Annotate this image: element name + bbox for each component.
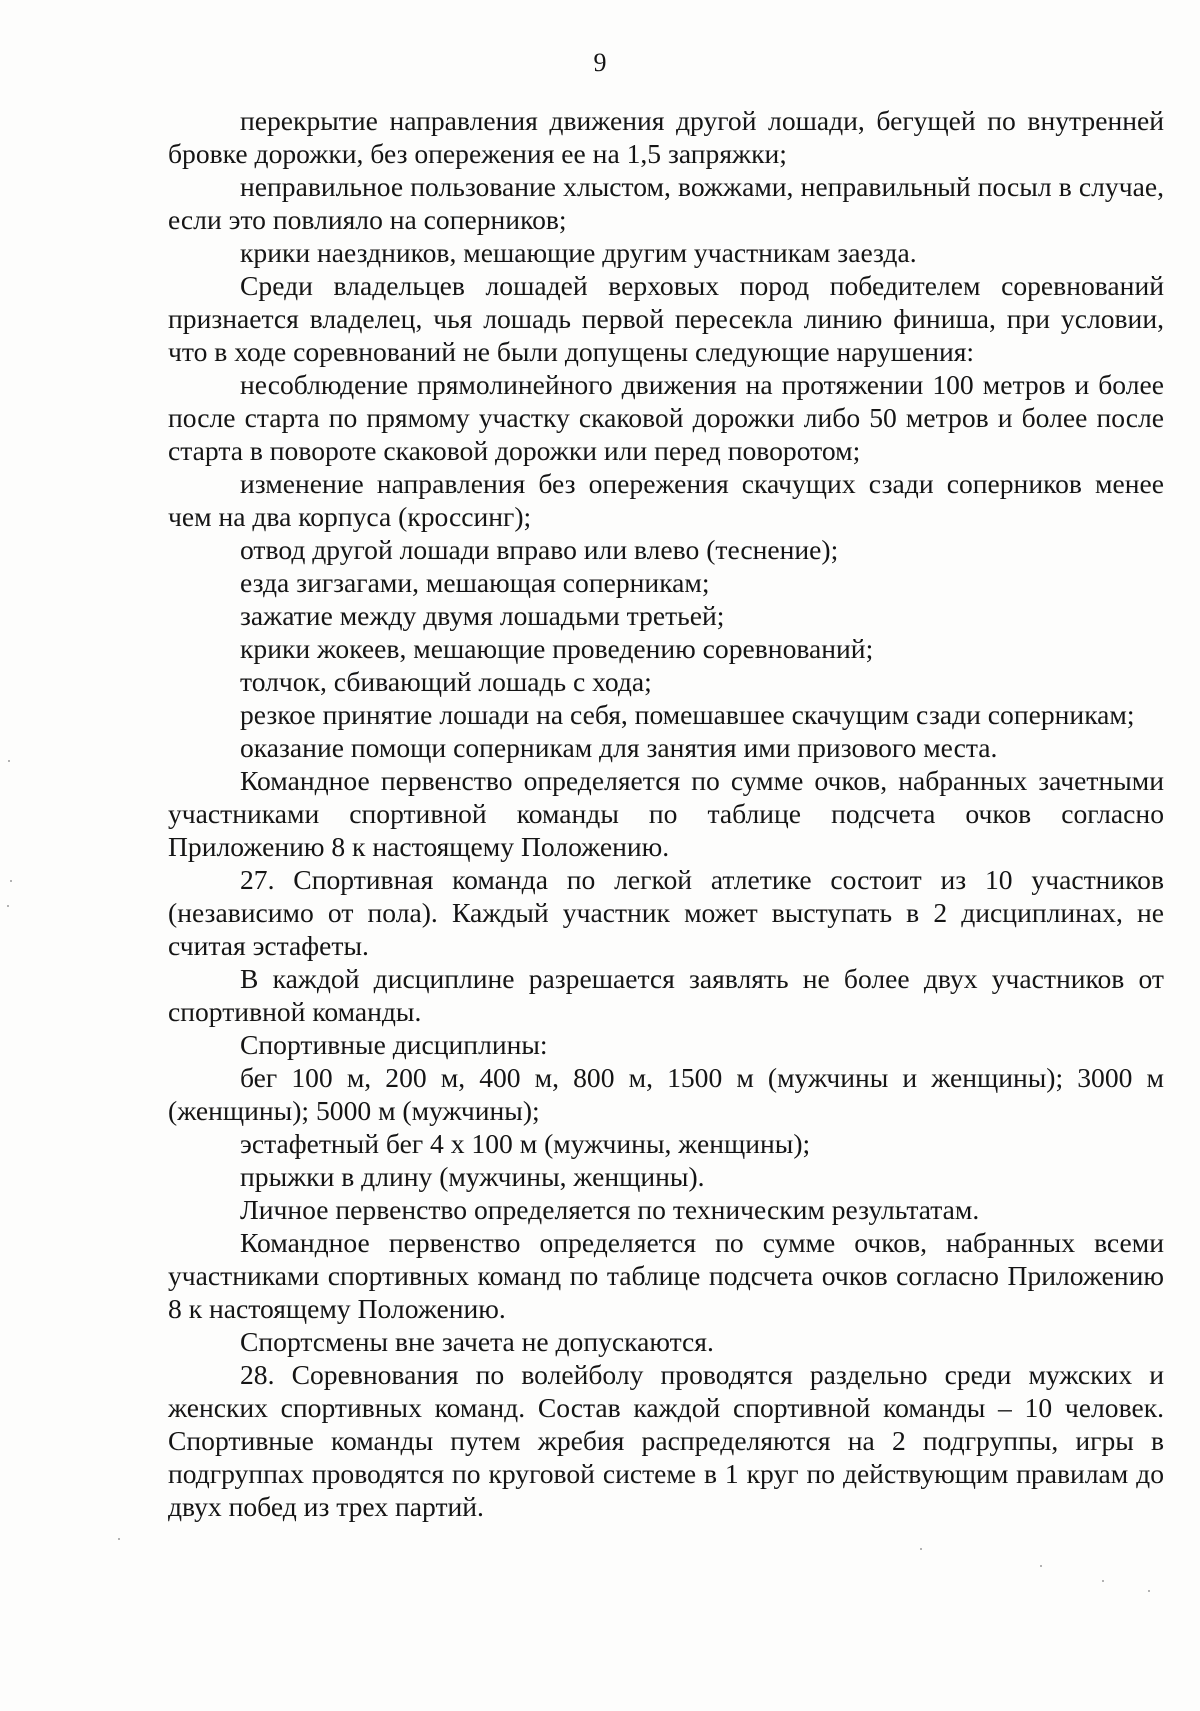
paragraph: перекрытие направления движения другой лошади, бегущей по внутренней бровке дорожки, без опережения ее на 1,5 запряжки;	[168, 105, 1164, 169]
scan-artifact	[10, 880, 12, 882]
paragraph: езда зигзагами, мешающая соперникам;	[240, 567, 710, 598]
paragraph: оказание помощи соперникам для занятия ими призового места.	[240, 732, 998, 763]
document-body	[168, 104, 1164, 1523]
scan-artifact	[7, 905, 9, 907]
paragraph: бег 100 м, 200 м, 400 м, 800 м, 1500 м (мужчины и женщины); 3000 м (женщины); 5000 м (мужчины);	[168, 1062, 1164, 1126]
paragraph: эстафетный бег 4 х 100 м (мужчины, женщины);	[240, 1128, 811, 1159]
paragraph: изменение направления без опережения скачущих сзади соперников менее чем на два корпуса (кроссинг);	[168, 468, 1164, 532]
paragraph: 28. Соревнования по волейболу проводятся раздельно среди мужских и женских спортивных команд. Состав каждой спортивной команды – 10 человек. Спортивные команды путем жребия распределяются на 2 подгруппы, игры в подгруппах проводятся по круговой системе в 1 круг по действующим правилам до двух побед из трех партий.	[168, 1359, 1164, 1522]
page-number: 9	[593, 48, 607, 77]
paragraph: Командное первенство определяется по сумме очков, набранных зачетными участниками спортивной команды по таблице подсчета очков согласно Приложению 8 к настоящему Положению.	[168, 765, 1164, 862]
paragraph: крики наездников, мешающие другим участникам заезда.	[240, 237, 917, 268]
paragraph: Командное первенство определяется по сумме очков, набранных всеми участниками спортивных команд по таблице подсчета очков согласно Приложению 8 к настоящему Положению.	[168, 1227, 1164, 1324]
scan-artifact	[118, 1538, 120, 1540]
scan-artifact	[1040, 1565, 1042, 1567]
paragraph: несоблюдение прямолинейного движения на протяжении 100 метров и более после старта по прямому участку скаковой дорожки либо 50 метров и более после старта в повороте скаковой дорожки или перед поворотом;	[168, 369, 1164, 466]
scan-artifact	[1102, 1580, 1104, 1582]
paragraph: 27. Спортивная команда по легкой атлетике состоит из 10 участников (независимо от пола). Каждый участник может выступать в 2 дисциплинах, не считая эстафеты.	[168, 864, 1164, 961]
paragraph: неправильное пользование хлыстом, вожжами, неправильный посыл в случае, если это повлияло на соперников;	[168, 171, 1164, 235]
paragraph: отвод другой лошади вправо или влево (теснение);	[240, 534, 839, 565]
scan-artifact	[920, 1548, 922, 1550]
paragraph: Среди владельцев лошадей верховых пород победителем соревнований признается владелец, чья лошадь первой пересекла линию финиша, при условии, что в ходе соревнований не были допущены следующие нарушения:	[168, 270, 1164, 367]
paragraph: Спортивные дисциплины:	[240, 1029, 548, 1060]
paragraph: Личное первенство определяется по техническим результатам.	[240, 1194, 980, 1225]
paragraph: прыжки в длину (мужчины, женщины).	[240, 1161, 705, 1192]
paragraph: резкое принятие лошади на себя, помешавшее скачущим сзади соперникам;	[240, 699, 1135, 730]
paragraph: зажатие между двумя лошадьми третьей;	[240, 600, 725, 631]
scan-artifact	[1148, 1590, 1150, 1592]
paragraph: толчок, сбивающий лошадь с хода;	[240, 666, 652, 697]
scan-artifact	[8, 760, 10, 762]
paragraph: Спортсмены вне зачета не допускаются.	[240, 1326, 714, 1357]
paragraph: В каждой дисциплине разрешается заявлять не более двух участников от спортивной команды.	[168, 963, 1164, 1027]
paragraph: крики жокеев, мешающие проведению соревнований;	[240, 633, 874, 664]
